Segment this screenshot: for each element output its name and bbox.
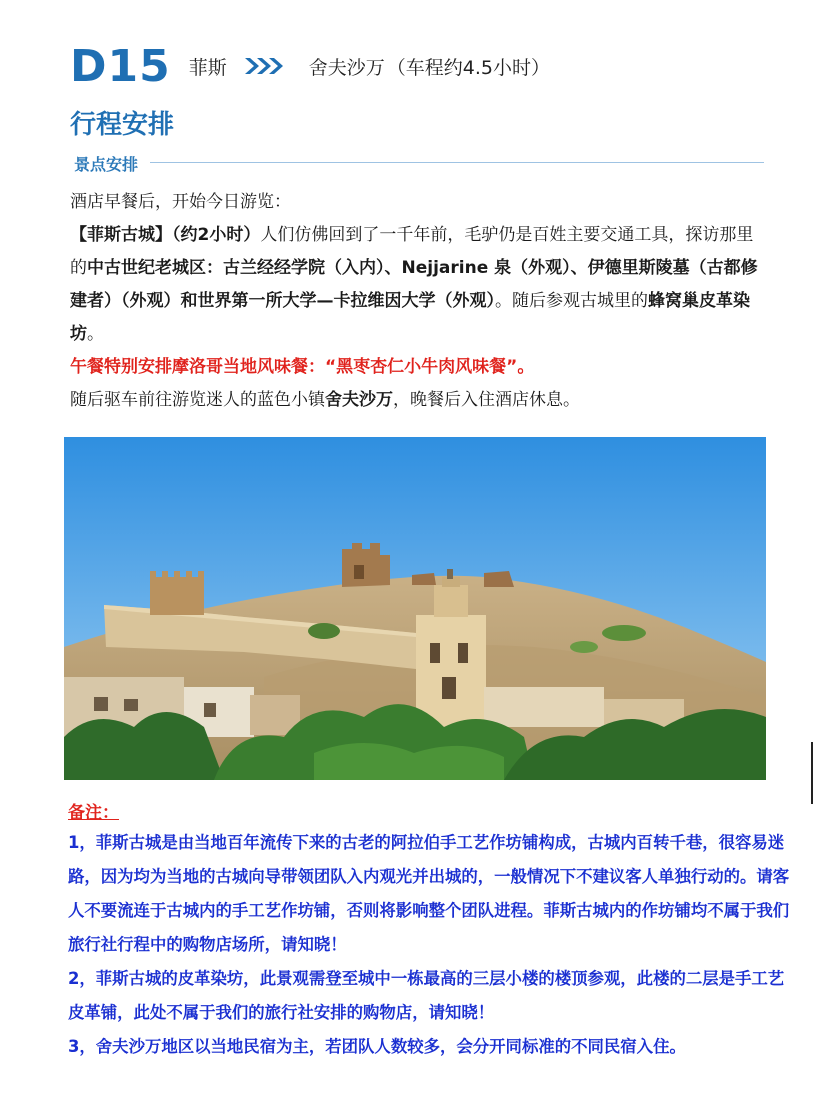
itinerary-body — [70, 186, 770, 417]
tannery-name: 蜂窝巢皮革染坊 — [70, 291, 750, 344]
transfer-paragraph — [70, 384, 770, 417]
section-title: 行程安排 — [70, 110, 175, 140]
subsection-divider — [150, 162, 764, 163]
day-header — [70, 40, 550, 92]
travel-duration: （车程约4.5小时） — [386, 56, 551, 79]
old-town-highlights: 中古世纪老城区：古兰经经学院（入内）、Nejjarine 泉（外观）、伊德里斯陵墓（古都修建者）（外观）和世界第一所大学—卡拉维因大学（外观） — [70, 258, 758, 311]
fez-medina-photo — [64, 437, 766, 780]
chefchaouen-name: 舍夫沙万 — [325, 390, 393, 410]
notes-list — [68, 826, 790, 1064]
fez-desc-text-2: 。随后参观古城里的 — [495, 291, 648, 311]
page-edge-mark — [811, 742, 813, 804]
triple-chevron-right-icon — [243, 55, 287, 77]
intro-line: 酒店早餐后，开始今日游览： — [70, 192, 291, 212]
fez-desc-end: 。 — [87, 324, 104, 344]
fez-medina-paragraph — [70, 219, 770, 351]
destination-name: 舍夫沙万 — [308, 56, 385, 79]
notes-label: 备注： — [68, 803, 119, 823]
transfer-text-end: ，晚餐后入住酒店休息。 — [393, 390, 580, 410]
fez-medina-title: 【菲斯古城】（约2小时） — [70, 225, 261, 245]
fez-desc-text: 人们仿佛回到了一千年前，毛驴仍是百姓主要交通工具，探访那里的 — [70, 225, 754, 278]
note-item: 1，菲斯古城是由当地百年流传下来的古老的阿拉伯手工艺作坊铺构成，古城内百转千巷，很容易迷路，因为均为当地的古城向导带领团队入内观光并出城的，一般情况下不建议客人单独行动的。请客人不要流连于古城内的手工艺作坊铺，否则将影响整个团队进程。菲斯古城内的作坊铺均不属于我们旅行社行程中的购物店场所，请知晓！ — [68, 833, 790, 954]
destination-city — [309, 53, 550, 80]
departure-city: 菲斯 — [188, 56, 227, 79]
note-item: 2，菲斯古城的皮革染坊，此景观需登至城中一栋最高的三层小楼的楼顶参观，此楼的二层是手工艺皮革铺，此处不属于我们的旅行社安排的购物店，请知晓！ — [68, 969, 785, 1022]
lunch-note: 午餐特别安排摩洛哥当地风味餐：“黑枣杏仁小牛肉风味餐”。 — [70, 357, 535, 377]
note-item: 3，舍夫沙万地区以当地民宿为主，若团队人数较多，会分开同标准的不同民宿入住。 — [68, 1037, 686, 1056]
subsection-heading: 景点安排 — [74, 155, 139, 174]
day-number: D15 — [70, 40, 171, 92]
transfer-text: 随后驱车前往游览迷人的蓝色小镇 — [70, 390, 325, 410]
